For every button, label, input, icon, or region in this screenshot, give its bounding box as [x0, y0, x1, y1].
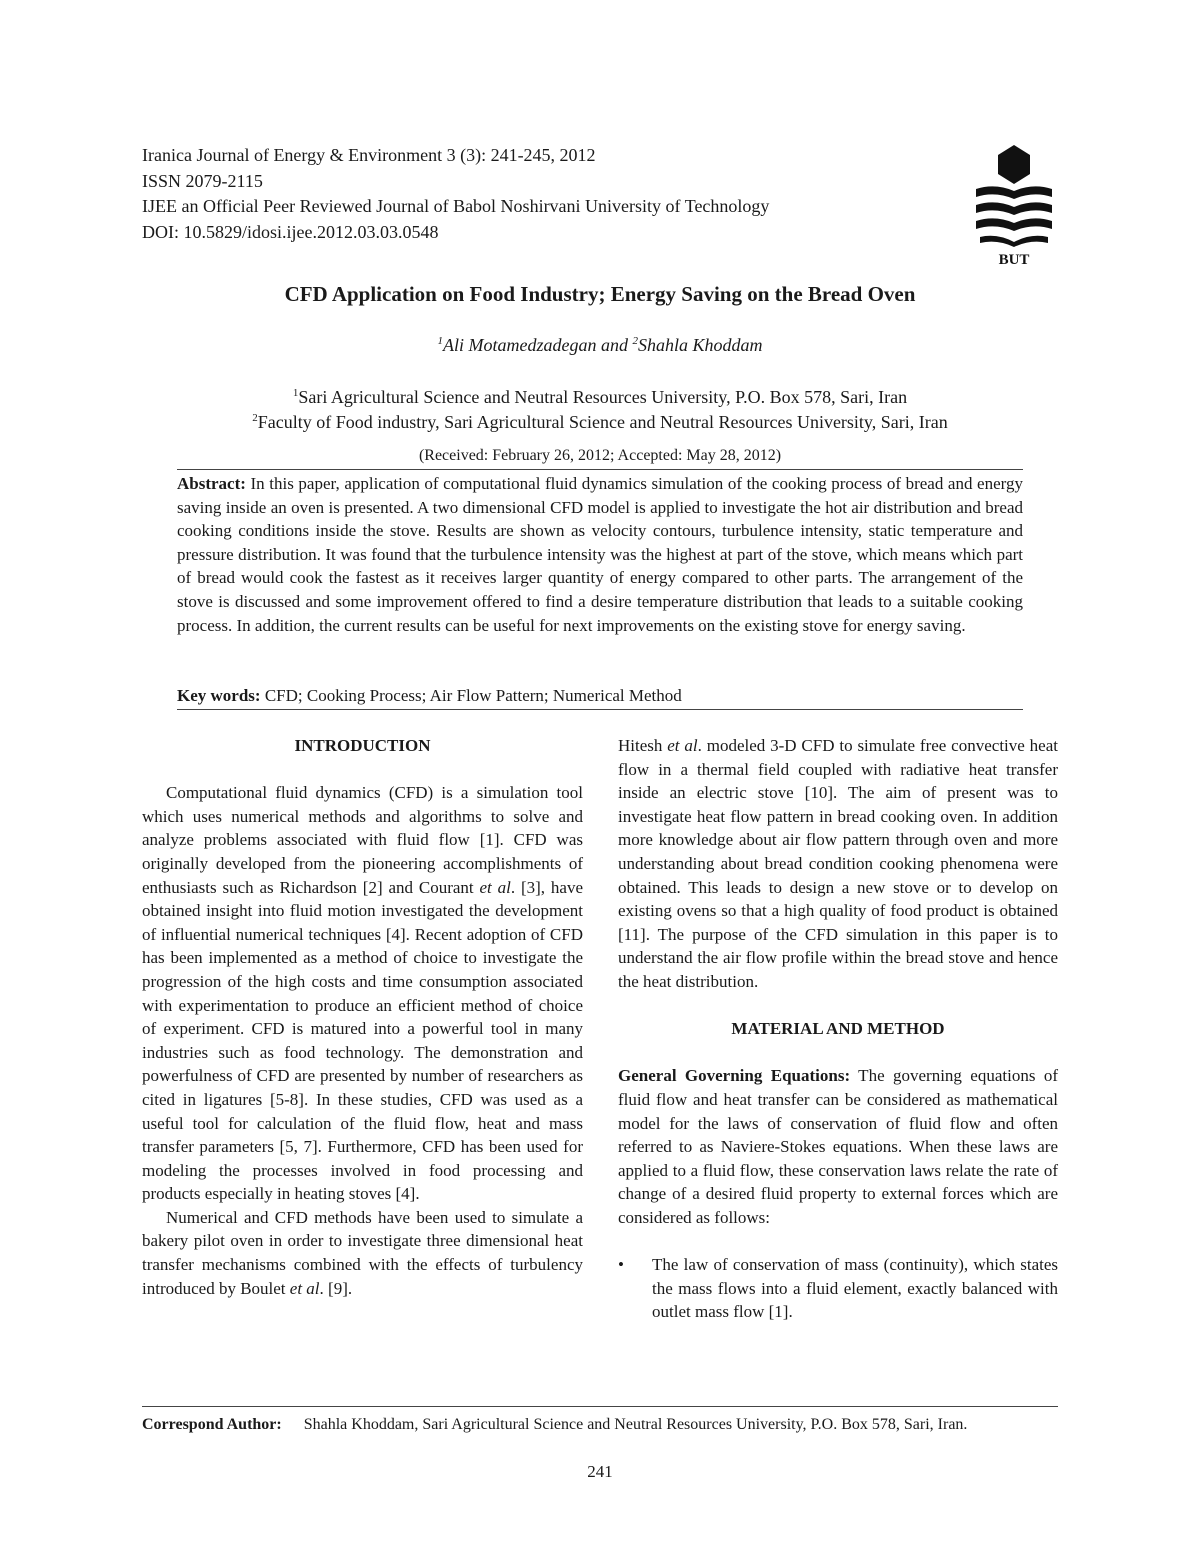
authors — [0, 335, 1200, 356]
keywords-text: CFD; Cooking Process; Air Flow Pattern; Numerical Method — [264, 686, 682, 705]
abstract-text: In this paper, application of computational fluid dynamics simulation of the cooking process of bread and energy saving inside an oven is presented. A two dimensional CFD model is applied to investigate the hot air distribution and bread cooking conditions inside the stove. Results are shown as velocity contours, turbulence intensity, static temperature and pressure distribution. It was found that the turbulence intensity was the highest at part of the stove, which means which part of bread would cook the fastest as it receives larger quantity of energy compared to other parts. The arrangement of the stove is discussed and some improvement offered to find a desire temperature distribution that leads to a suitable cooking process. In addition, the current results can be useful for next improvements on the existing stove for energy saving. — [177, 474, 1024, 635]
governing-equations-text: The governing equations of fluid flow and heat transfer can be considered as mathematical model for the laws of conservation of fluid flow and often referred to as Naviere-Stokes equations. When these laws are applied to a fluid flow, these conservation laws relate the rate of change of a desired fluid property to external forces which are considered as follows: — [618, 1066, 1058, 1227]
intro-paragraph-2 — [142, 1206, 583, 1300]
affiliation-1 — [0, 385, 1200, 410]
author-1: Ali Motamedzadegan and — [443, 335, 633, 355]
abstract-label: Abstract: — [177, 474, 246, 493]
journal-doi: DOI: 10.5829/idosi.ijee.2012.03.03.0548 — [142, 221, 439, 242]
intro-p2-etal: et al — [289, 1278, 320, 1298]
abstract — [177, 472, 1023, 637]
journal-citation: Iranica Journal of Energy & Environment 3 (3): 241-245, 2012 — [142, 145, 596, 165]
correspond-author — [142, 1416, 1058, 1434]
keywords-bottom-rule — [177, 709, 1023, 710]
page-number: 241 — [587, 1462, 613, 1481]
governing-equations-label: General Governing Equations: — [618, 1066, 851, 1086]
bullet-icon: • — [618, 1255, 624, 1275]
intro-p1-text-a: Computational fluid dynamics (CFD) is a simulation tool which uses numerical methods and algorithms to solve and analyze problems associated with fluid flow [1]. CFD was originally developed from the pioneering accomplishments of enthusiasts such as Richardson [2] and Courant — [142, 783, 583, 897]
keywords-label: Key words: — [177, 686, 261, 705]
author-1-sup: 1 — [437, 335, 443, 347]
author-2-sup: 2 — [632, 335, 638, 347]
received-dates: (Received: February 26, 2012; Accepted: May 28, 2012) — [418, 447, 782, 464]
author-2: Shahla Khoddam — [637, 335, 763, 355]
correspond-author-label: Correspond Author: — [142, 1416, 282, 1433]
intro-p2-text-a: Numerical and CFD methods have been used to simulate a bakery pilot oven in order to investigate three dimensional heat transfer mechanisms combined with the effects of turbulency introduced by Boulet — [142, 1207, 583, 1298]
correspond-author-text: Shahla Khoddam, Sari Agricultural Science and Neutral Resources University, P.O. Box 578, Sari, Iran. — [303, 1416, 968, 1433]
journal-issn: ISSN 2079-2115 — [142, 170, 263, 191]
paper-title: CFD Application on Food Industry; Energy Saving on the Bread Oven — [284, 282, 916, 306]
right-paragraph-1 — [618, 734, 1058, 994]
journal-header — [142, 143, 902, 245]
left-column — [142, 734, 583, 1300]
section-heading-material-method: MATERIAL AND METHOD — [731, 1019, 945, 1039]
journal-official-line: IJEE an Official Peer Reviewed Journal of Babol Noshirvani University of Technology — [142, 196, 770, 216]
but-logo-icon — [970, 143, 1058, 268]
affiliation-1-sup: 1 — [292, 387, 299, 399]
right-p1-text-b: . modeled 3-D CFD to simulate free convective heat flow in a thermal field coupled with radiative heat transfer inside an electric stove [10]. The aim of present was to investigate heat flow pattern in bread cooking oven. In addition more knowledge about air flow pattern through oven and more understanding about bread condition cooking phenomena were obtained. This leads to design a new stove or to develop on existing ovens so that a high quality of food product is obtained [11]. The purpose of the CFD simulation in this paper is to understand the air flow profile within the bread stove and hence the heat distribution. — [618, 736, 1058, 991]
affiliation-2-text: Faculty of Food industry, Sari Agricultural Science and Neutral Resources University, Sari, Iran — [257, 412, 948, 432]
bullet-item — [618, 1253, 1058, 1324]
bullet-text: The law of conservation of mass (continuity), which states the mass flows into a fluid element, exactly balanced with outlet mass flow [1]. — [652, 1255, 1058, 1322]
keywords — [177, 686, 1023, 706]
right-column — [618, 734, 1058, 1324]
affiliations — [0, 385, 1200, 435]
affiliation-2 — [0, 410, 1200, 435]
right-p1-text-a: Hitesh — [618, 736, 668, 755]
affiliation-2-sup: 2 — [252, 412, 258, 424]
abstract-top-rule — [177, 469, 1023, 470]
affiliation-1-text: Sari Agricultural Science and Neutral Resources University, P.O. Box 578, Sari, Iran — [298, 387, 908, 407]
logo-text: BUT — [998, 252, 1030, 268]
but-logo — [970, 143, 1058, 268]
governing-equations-paragraph — [618, 1064, 1058, 1229]
intro-p1-etal: et al — [479, 877, 511, 897]
intro-p2-text-b: . [9]. — [319, 1278, 353, 1298]
intro-paragraph-1 — [142, 781, 583, 1206]
section-heading-introduction: INTRODUCTION — [294, 736, 431, 755]
right-p1-etal: et al — [667, 736, 698, 755]
footer-rule — [142, 1406, 1058, 1407]
intro-p1-text-b: . [3], have obtained insight into fluid motion investigated the development of influential numerical techniques [4]. Recent adoption of CFD has been implemented as a method of choice to investigate the progression of the high costs and time consumption associated with experimentation to produce an efficient method of choice of experiment. CFD is matured into a powerful tool in many industries such as food technology. The demonstration and powerfulness of CFD are presented by number of researchers as cited in ligatures [5-8]. In these studies, CFD was used as a useful tool for calculation of the fluid flow, heat and mass transfer parameters [5, 7]. Furthermore, CFD has been used for modeling the processes involved in food processing and products especially in heating stoves [4]. — [142, 877, 584, 1204]
